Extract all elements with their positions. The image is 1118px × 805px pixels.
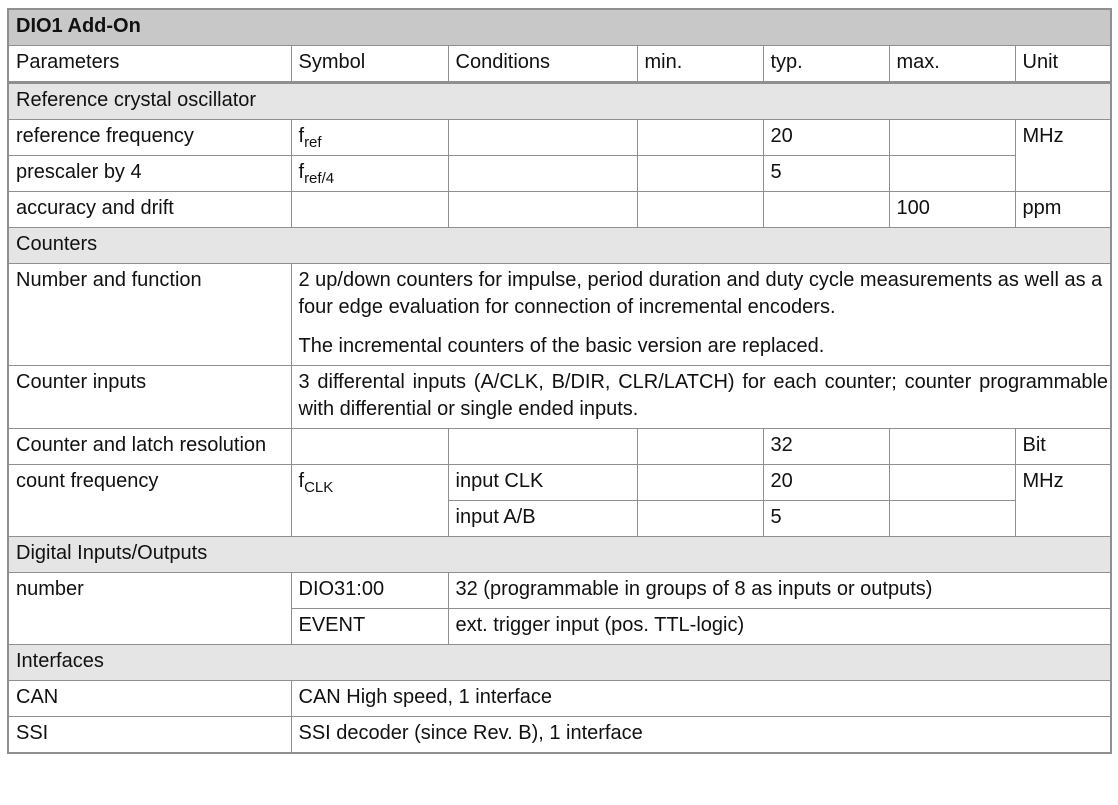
param-cell: Counter inputs — [8, 366, 291, 429]
max-cell: 100 — [889, 192, 1015, 228]
column-header-min: min. — [637, 46, 763, 83]
section-row-dio — [8, 537, 1111, 573]
section-heading: Interfaces — [8, 645, 1111, 681]
symbol-cell — [291, 429, 448, 465]
min-cell — [637, 120, 763, 156]
section-row-counters — [8, 228, 1111, 264]
column-header-unit: Unit — [1015, 46, 1111, 83]
max-cell — [889, 501, 1015, 537]
conditions-cell — [448, 156, 637, 192]
table-row — [8, 681, 1111, 717]
table-row — [8, 120, 1111, 156]
typ-cell — [763, 192, 889, 228]
section-heading: Counters — [8, 228, 1111, 264]
column-header-conditions: Conditions — [448, 46, 637, 83]
column-header-parameters: Parameters — [8, 46, 291, 83]
description-cell: SSI decoder (since Rev. B), 1 interface — [291, 717, 1111, 754]
symbol-cell — [291, 192, 448, 228]
unit-cell: MHz — [1015, 120, 1111, 192]
symbol-cell: DIO31:00 — [291, 573, 448, 609]
symbol-cell — [291, 120, 448, 156]
typ-cell: 20 — [763, 120, 889, 156]
table-row — [8, 573, 1111, 609]
param-cell: SSI — [8, 717, 291, 754]
column-header-typ: typ. — [763, 46, 889, 83]
unit-cell: ppm — [1015, 192, 1111, 228]
description-cell: 32 (programmable in groups of 8 as inputs or outputs) — [448, 573, 1111, 609]
min-cell — [637, 429, 763, 465]
conditions-cell: input A/B — [448, 501, 637, 537]
param-cell: count frequency — [8, 465, 291, 537]
typ-cell: 5 — [763, 156, 889, 192]
symbol-cell — [291, 156, 448, 192]
max-cell — [889, 429, 1015, 465]
section-row-oscillator — [8, 83, 1111, 120]
param-cell: Counter and latch resolution — [8, 429, 291, 465]
unit-cell: MHz — [1015, 465, 1111, 537]
symbol-base: f — [298, 161, 305, 183]
conditions-cell: input CLK — [448, 465, 637, 501]
description-cell — [291, 264, 1111, 366]
min-cell — [637, 156, 763, 192]
description-cell: 3 differental inputs (A/CLK, B/DIR, CLR/LATCH) for each counter; counter programmable with differential or single ended inputs. — [291, 366, 1111, 429]
table-row — [8, 264, 1111, 366]
section-heading: Digital Inputs/Outputs — [8, 537, 1111, 573]
table-row — [8, 429, 1111, 465]
param-cell: accuracy and drift — [8, 192, 291, 228]
column-header-symbol: Symbol — [291, 46, 448, 83]
param-cell: prescaler by 4 — [8, 156, 291, 192]
typ-cell: 32 — [763, 429, 889, 465]
description-cell: CAN High speed, 1 interface — [291, 681, 1111, 717]
max-cell — [889, 120, 1015, 156]
table-title-row — [8, 9, 1111, 46]
param-cell: number — [8, 573, 291, 645]
param-cell: Number and function — [8, 264, 291, 366]
symbol-subscript: CLK — [304, 479, 334, 496]
table-title: DIO1 Add-On — [8, 9, 1111, 46]
section-row-interfaces — [8, 645, 1111, 681]
symbol-subscript: ref — [304, 134, 322, 151]
description-text: The incremental counters of the basic version are replaced. — [298, 335, 825, 357]
min-cell — [637, 192, 763, 228]
symbol-base: f — [298, 125, 305, 147]
typ-cell: 5 — [763, 501, 889, 537]
typ-cell: 20 — [763, 465, 889, 501]
section-heading: Reference crystal oscillator — [8, 83, 1111, 120]
table-row — [8, 717, 1111, 754]
column-header-max: max. — [889, 46, 1015, 83]
param-cell: reference frequency — [8, 120, 291, 156]
max-cell — [889, 156, 1015, 192]
table-row — [8, 366, 1111, 429]
unit-cell: Bit — [1015, 429, 1111, 465]
table-row — [8, 156, 1111, 192]
description-cell: ext. trigger input (pos. TTL-logic) — [448, 609, 1111, 645]
conditions-cell — [448, 192, 637, 228]
symbol-subscript: ref/4 — [304, 170, 335, 187]
symbol-cell: EVENT — [291, 609, 448, 645]
min-cell — [637, 501, 763, 537]
table-row — [8, 465, 1111, 501]
description-text: 2 up/down counters for impulse, period duration and duty cycle measurements as well as a four edge evaluation for connection of incremental encoders. — [298, 269, 1103, 318]
conditions-cell — [448, 429, 637, 465]
specification-table — [7, 8, 1112, 754]
max-cell — [889, 465, 1015, 501]
symbol-cell — [291, 465, 448, 537]
conditions-cell — [448, 120, 637, 156]
param-cell: CAN — [8, 681, 291, 717]
table-row — [8, 192, 1111, 228]
column-header-row — [8, 46, 1111, 83]
symbol-base: f — [298, 470, 305, 492]
min-cell — [637, 465, 763, 501]
